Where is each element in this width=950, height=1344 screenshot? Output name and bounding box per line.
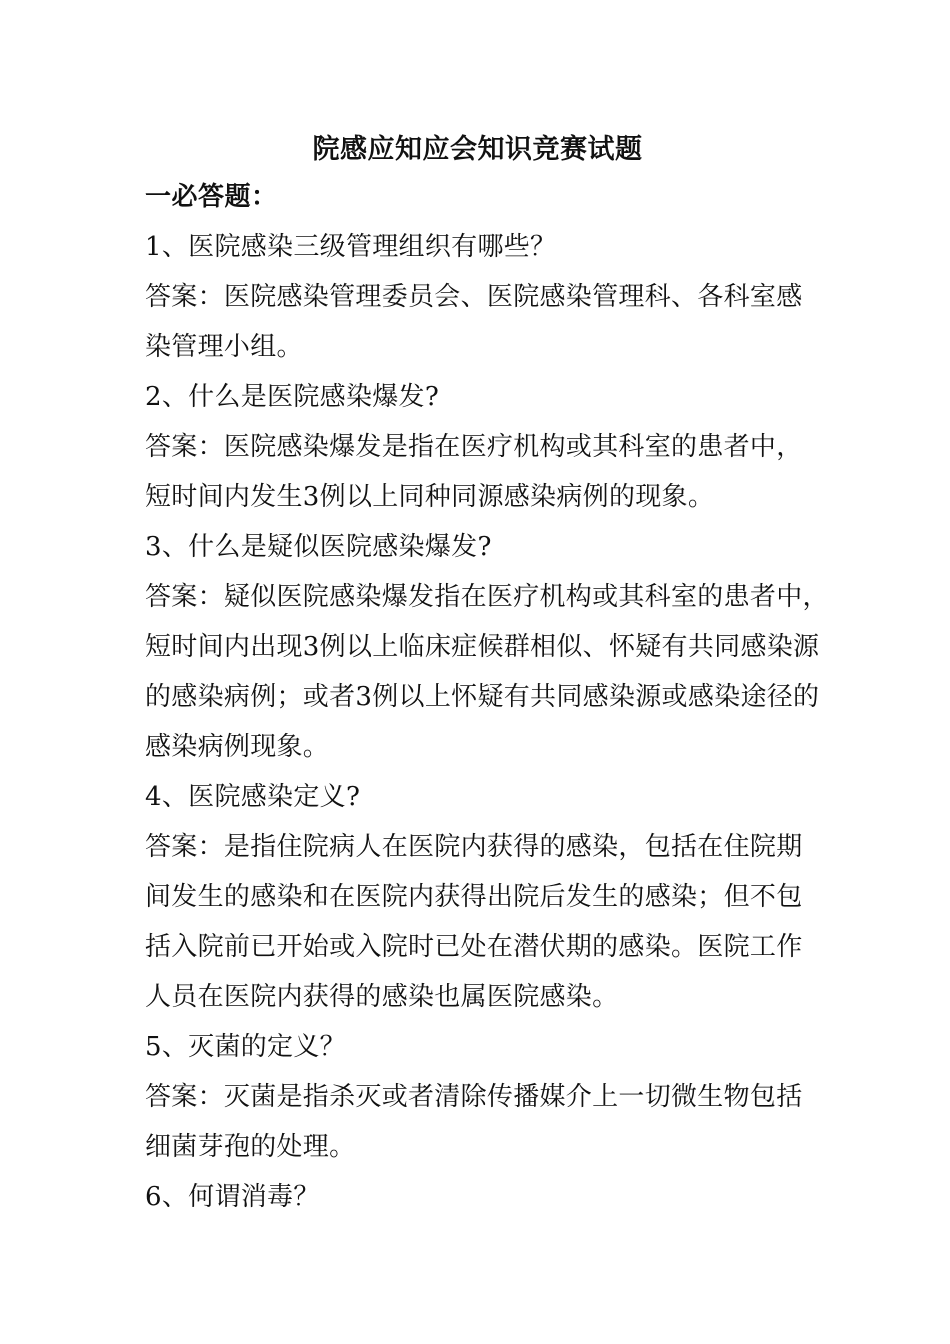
answer-4-line-1: 答案：是指住院病人在医院内获得的感染，包括在住院期	[145, 832, 803, 862]
question-5: 5、灭菌的定义？	[145, 1032, 346, 1062]
answer-5-line-1: 答案：灭菌是指杀灭或者清除传播媒介上一切微生物包括	[145, 1082, 803, 1112]
document-body	[145, 128, 829, 1222]
answer-3-line-3: 的感染病例；或者3例以上怀疑有共同感染源或感染途径的	[145, 682, 820, 712]
question-list	[145, 222, 829, 1222]
section-heading: 一必答题：	[145, 182, 278, 212]
answer-3-line-4: 感染病例现象。	[145, 732, 330, 762]
question-2: 2、什么是医院感染爆发?	[145, 382, 440, 412]
question-6: 6、何谓消毒？	[145, 1182, 320, 1212]
question-1: 1、医院感染三级管理组织有哪些？	[145, 232, 557, 262]
answer-2-line-1: 答案：医院感染爆发是指在医疗机构或其科室的患者中，	[145, 432, 803, 462]
answer-5-line-2: 细菌芽孢的处理。	[145, 1132, 356, 1162]
answer-1-line-2: 染管理小组。	[145, 332, 303, 362]
document-title: 院感应知应会知识竞赛试题	[312, 134, 643, 165]
answer-2-line-2: 短时间内发生3例以上同种同源感染病例的现象。	[145, 482, 715, 512]
answer-3-line-2: 短时间内出现3例以上临床症候群相似、怀疑有共同感染源	[145, 632, 820, 662]
answer-3-line-1: 答案：疑似医院感染爆发指在医疗机构或其科室的患者中，	[145, 582, 829, 612]
answer-1-line-1: 答案：医院感染管理委员会、医院感染管理科、各科室感	[145, 282, 803, 312]
question-4: 4、医院感染定义?	[145, 782, 361, 812]
answer-4-line-4: 人员在医院内获得的感染也属医院感染。	[145, 982, 619, 1012]
answer-4-line-3: 括入院前已开始或入院时已处在潜伏期的感染。医院工作	[145, 932, 803, 962]
answer-4-line-2: 间发生的感染和在医院内获得出院后发生的感染；但不包	[145, 882, 803, 912]
question-3: 3、什么是疑似医院感染爆发?	[145, 532, 492, 562]
